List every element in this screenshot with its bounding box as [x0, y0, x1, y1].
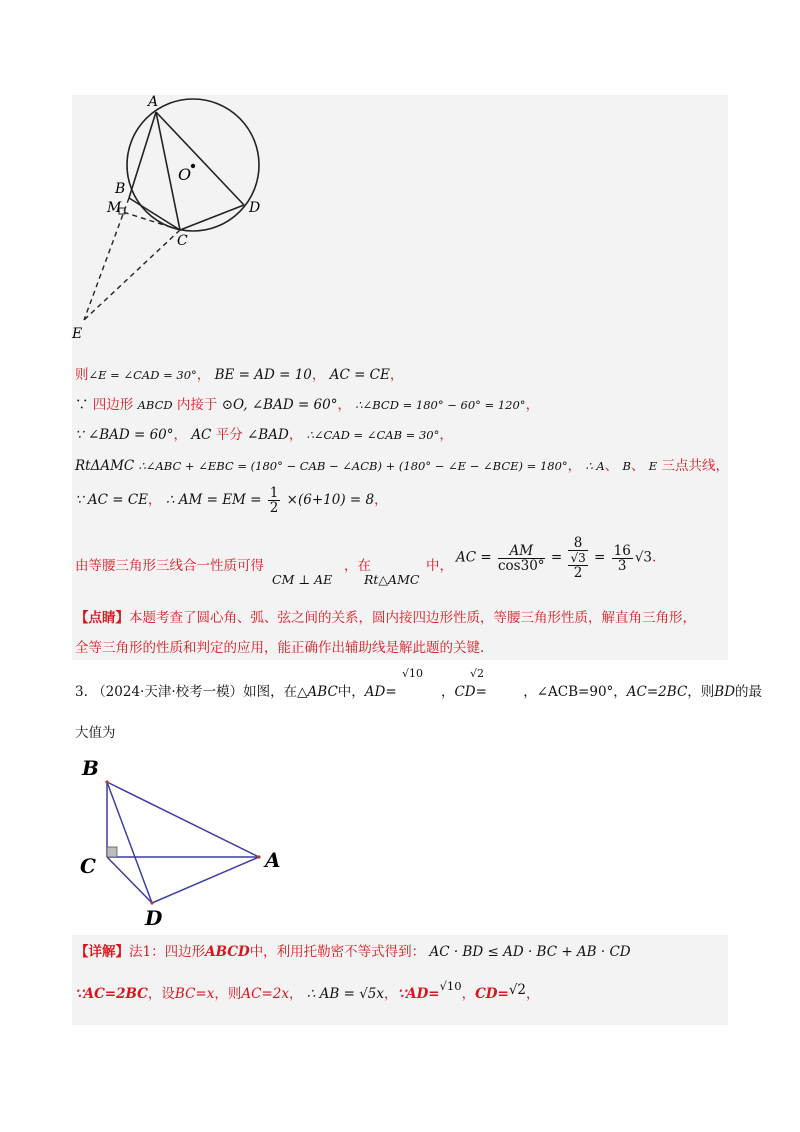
solution-line-3: ∵ ∠BAD = 60°， AC 平分 ∠BAD， ∴∠CAD = ∠CAB = 30°， [75, 427, 453, 443]
solution-line-6-main: 由等腰三角形三线合一性质可得 [75, 558, 264, 574]
label-e: E [72, 326, 83, 342]
rt-triangle-amc: Rt△AMC [364, 572, 420, 587]
label-c: C [80, 854, 96, 878]
segment-bc [129, 198, 180, 230]
label-a: A [148, 94, 159, 110]
solution-line-4: RtΔAMC ∴∠ABC + ∠EBC = (180° − CAB − ∠ACB) + (180° − ∠E − ∠BCE) = 180°， ∴ A、 B、 E 三点共线， [75, 458, 729, 474]
point-d [150, 901, 153, 904]
solution-3-line-2: ∵AC=2BC，设BC=x，则AC=2x， ∴ AB = √5x，∵AD=√10，CD=√2， [75, 979, 540, 1002]
segment-ab [129, 112, 156, 198]
point-b [105, 780, 108, 783]
solution-line-2: ∵ 四边形 ABCD 内接于 ⊙O, ∠BAD = 60°， ∴∠BCD = 180° − 60° = 120°， [75, 397, 540, 413]
label-o: O [178, 165, 192, 184]
segment-ad [156, 112, 244, 205]
solution-line-1: 则∠E = ∠CAD = 30°， BE = AD = 10， AC = CE， [75, 367, 404, 383]
segment-ac [156, 112, 180, 230]
segment-ce [84, 230, 180, 320]
right-angle-mark [107, 847, 117, 857]
label-c: C [177, 233, 188, 249]
sqrt10-superscript: √10 [402, 667, 424, 680]
segment-cd [180, 205, 244, 230]
zhong: 中， [426, 558, 453, 574]
problem-3-line-2: 大值为 [75, 725, 116, 741]
segment-be [84, 198, 129, 320]
label-a: A [265, 848, 281, 872]
label-b: B [115, 181, 126, 197]
solution-3-line-1: 【详解】法1：四边形ABCD中，利用托勒密不等式得到： AC · BD ≤ AD · BC + AB · CD [75, 944, 631, 960]
point-a [257, 855, 260, 858]
problem-3-line-1: 3. （2024·天津·校考一模）如图，在△ABC中，AD= ，CD= ，∠ACB=90°，AC=2BC，则BD的最 [75, 684, 763, 700]
solution-line-5: ∵ AC = CE， ∴ AM = EM = $\frac{1}{2}$ ×(6+10) = 8， [75, 485, 388, 516]
comma-zai: ，在 [344, 558, 371, 574]
label-b: B [82, 756, 99, 780]
segment-ba [107, 782, 259, 857]
circle-figure [60, 90, 280, 350]
comment-line-1: 【点睛】本题考查了圆心角、弧、弦之间的关系，圆内接四边形性质，等腰三角形性质，解直角三角形， [75, 610, 696, 626]
ac-formula: AC = $\frac{AM}{\cos 30^\circ}$ = 8 √3 2 = $\frac{16}{3}$ √3. [456, 535, 657, 581]
center-point [191, 164, 195, 168]
segment-da [152, 857, 259, 903]
label-m: M [107, 200, 122, 216]
sqrt2-superscript: √2 [470, 667, 485, 680]
fraction-half: $\frac{1}{2}$ [269, 485, 279, 516]
triangle-figure [75, 755, 315, 935]
segment-cd [107, 857, 152, 903]
cm-perp-ae: CM ⊥ AE [272, 572, 333, 587]
label-d: D [145, 906, 163, 930]
comment-line-2: 全等三角形的性质和判定的应用，能正确作出辅助线是解此题的关键. [75, 640, 485, 656]
label-d: D [249, 200, 261, 216]
